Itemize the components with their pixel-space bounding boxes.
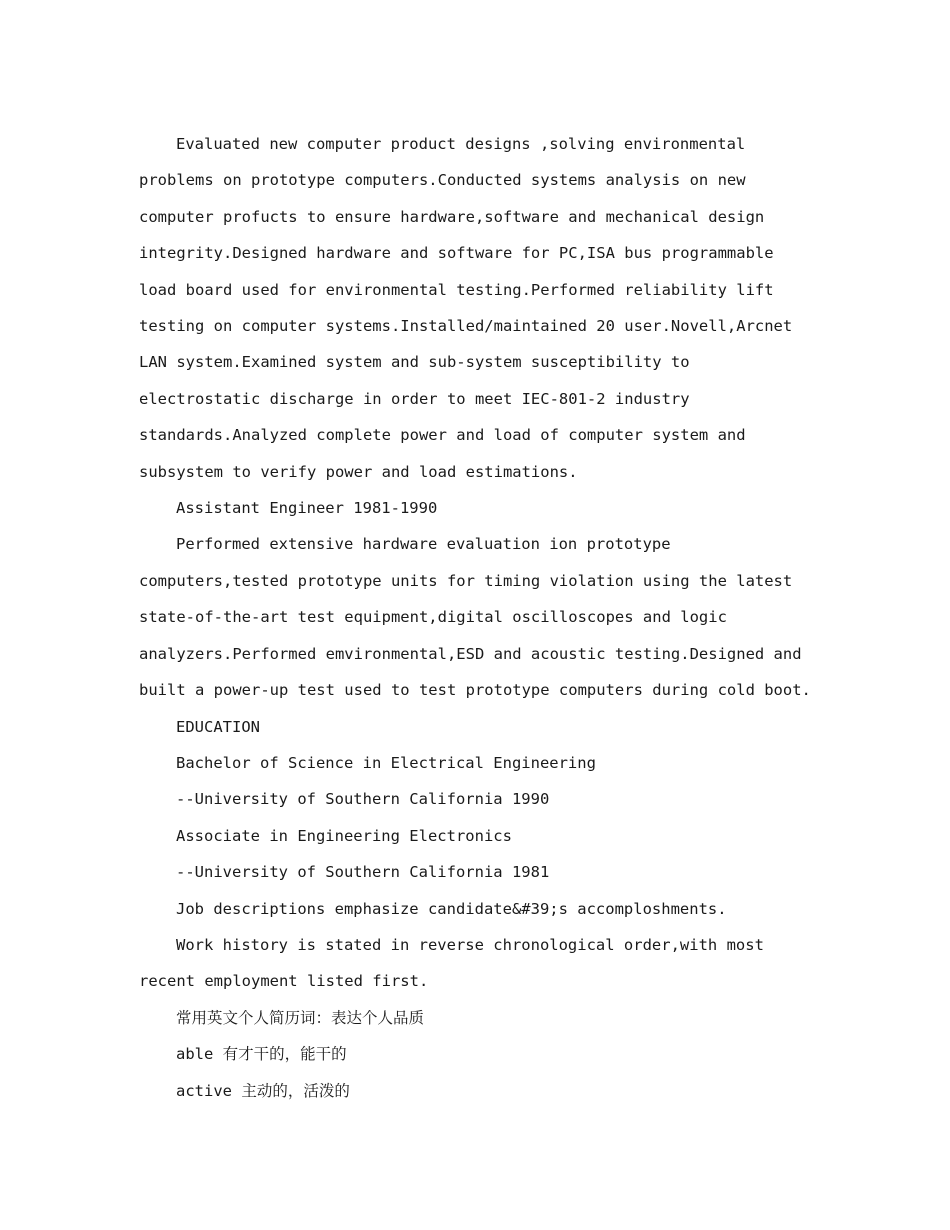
text-line: 常用英文个人简历词：表达个人品质: [176, 1008, 425, 1027]
text-line: electrostatic discharge in order to meet IEC-801-2 industry: [139, 389, 690, 408]
text-line: Work history is stated in reverse chronological order,with most: [176, 935, 764, 954]
paragraph: [139, 1073, 839, 1109]
paragraph: [139, 709, 839, 745]
text-line: built a power-up test used to test prototype computers during cold boot.: [139, 681, 811, 700]
paragraph: [139, 490, 839, 526]
paragraph: [139, 891, 839, 927]
paragraph: [139, 526, 839, 708]
text-line: recent employment listed first.: [139, 972, 429, 991]
text-line: EDUCATION: [176, 717, 260, 736]
text-line: load board used for environmental testing.Performed reliability lift: [139, 280, 774, 299]
text-line: Performed extensive hardware evaluation ion prototype: [176, 535, 671, 554]
paragraph: [139, 126, 839, 490]
paragraph: [139, 781, 839, 817]
text-line: standards.Analyzed complete power and load of computer system and: [139, 426, 746, 445]
text-line: --University of Southern California 1981: [176, 863, 550, 882]
text-line: Associate in Engineering Electronics: [176, 826, 512, 845]
text-line: integrity.Designed hardware and software for PC,ISA bus programmable: [139, 244, 774, 263]
text-line: computer profucts to ensure hardware,software and mechanical design: [139, 207, 765, 226]
text-line: --University of Southern California 1990: [176, 790, 550, 809]
paragraph: [139, 927, 839, 1000]
paragraph: [139, 818, 839, 854]
text-line: LAN system.Examined system and sub-system susceptibility to: [139, 353, 690, 372]
text-line: subsystem to verify power and load estimations.: [139, 462, 578, 481]
text-line: testing on computer systems.Installed/maintained 20 user.Novell,Arcnet: [139, 317, 793, 336]
text-line: problems on prototype computers.Conducted systems analysis on new: [139, 171, 746, 190]
paragraph: [139, 1036, 839, 1072]
text-line: Assistant Engineer 1981-1990: [176, 499, 438, 518]
document-body: [139, 126, 839, 1109]
text-line: Bachelor of Science in Electrical Engineering: [176, 753, 596, 772]
text-line: state-of-the-art test equipment,digital oscilloscopes and logic: [139, 608, 727, 627]
text-line: active 主动的，活泼的: [176, 1081, 350, 1100]
text-line: able 有才干的，能干的: [176, 1045, 347, 1064]
text-line: Job descriptions emphasize candidate&#39;s accomploshments.: [176, 899, 727, 918]
paragraph: [139, 1000, 839, 1036]
paragraph: [139, 854, 839, 890]
text-line: computers,tested prototype units for timing violation using the latest: [139, 571, 793, 590]
paragraph: [139, 745, 839, 781]
text-line: Evaluated new computer product designs ,solving environmental: [176, 135, 746, 153]
text-line: analyzers.Performed emvironmental,ESD and acoustic testing.Designed and: [139, 644, 802, 663]
